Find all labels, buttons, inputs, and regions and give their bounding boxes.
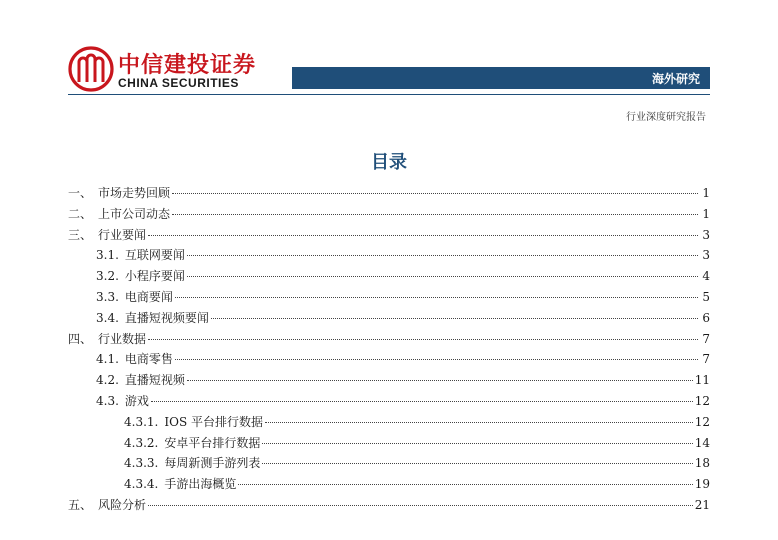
toc-entry-label: IOS 平台排行数据 bbox=[164, 414, 263, 429]
toc-entry-label: 直播短视频 bbox=[124, 373, 185, 388]
toc-entry[interactable] bbox=[68, 204, 710, 225]
toc-leader-dots bbox=[151, 401, 693, 402]
toc-entry-page: 18 bbox=[694, 456, 710, 471]
toc-entry[interactable] bbox=[68, 495, 710, 516]
toc-entry-page: 1 bbox=[702, 186, 710, 200]
toc-title: 目录 bbox=[371, 152, 407, 173]
toc-leader-dots bbox=[172, 214, 698, 215]
toc-entry-label: 行业要闻 bbox=[98, 227, 147, 242]
toc-leader-dots bbox=[175, 297, 698, 298]
toc-entry-number: 4.3.1. bbox=[124, 414, 159, 429]
toc-entry-label: 上市公司动态 bbox=[98, 206, 171, 221]
toc-entry-label: 每周新测手游列表 bbox=[164, 456, 261, 471]
toc-entry[interactable] bbox=[68, 308, 710, 329]
toc-entry[interactable] bbox=[68, 453, 710, 474]
toc-entry[interactable] bbox=[68, 412, 710, 433]
toc-entry-number: 4.2. bbox=[96, 373, 119, 388]
toc-entry-label: 游戏 bbox=[124, 393, 149, 408]
toc-entry-page: 3 bbox=[702, 227, 710, 242]
toc-entry-number: 一、 bbox=[68, 186, 93, 200]
toc-entry[interactable] bbox=[68, 287, 710, 308]
toc-entry-number: 二、 bbox=[68, 206, 93, 221]
toc-entry-number: 4.1. bbox=[96, 352, 119, 367]
toc-entry-number: 4.3.3. bbox=[124, 456, 159, 471]
china-securities-logo-icon bbox=[68, 46, 114, 92]
toc-entry-page: 14 bbox=[694, 435, 710, 450]
section-banner bbox=[292, 67, 710, 89]
toc-entry-label: 直播短视频要闻 bbox=[124, 310, 209, 325]
toc-entry[interactable] bbox=[68, 266, 710, 287]
toc-entry-label: 市场走势回顾 bbox=[98, 186, 171, 200]
toc-leader-dots bbox=[187, 276, 698, 277]
toc-entry-number: 三、 bbox=[68, 227, 93, 242]
toc-entry[interactable] bbox=[68, 391, 710, 412]
toc-entry-number: 4.3. bbox=[96, 393, 119, 408]
toc-leader-dots bbox=[148, 235, 698, 236]
toc-entry[interactable] bbox=[68, 474, 710, 495]
toc-entry[interactable] bbox=[68, 183, 710, 204]
toc-entry-number: 四、 bbox=[68, 331, 93, 346]
toc-leader-dots bbox=[265, 422, 693, 423]
toc-entry-label: 手游出海概览 bbox=[164, 477, 237, 492]
toc-leader-dots bbox=[187, 380, 693, 381]
toc-entry-page: 3 bbox=[702, 248, 710, 263]
toc-entry-number: 3.3. bbox=[96, 289, 119, 304]
toc-entry-number: 3.2. bbox=[96, 269, 119, 284]
toc-leader-dots bbox=[187, 255, 698, 256]
toc-entry-page: 7 bbox=[702, 331, 710, 346]
toc-entry-number: 3.4. bbox=[96, 310, 119, 325]
toc-entry[interactable] bbox=[68, 349, 710, 370]
toc-entry-page: 1 bbox=[702, 206, 710, 221]
header-divider bbox=[68, 94, 710, 95]
toc-entry-page: 12 bbox=[694, 414, 710, 429]
toc-leader-dots bbox=[148, 339, 698, 340]
toc-entry-label: 小程序要闻 bbox=[124, 269, 185, 284]
report-type: 行业深度研究报告 bbox=[626, 112, 706, 123]
toc-entry-number: 4.3.2. bbox=[124, 435, 159, 450]
toc-entry-page: 7 bbox=[702, 352, 710, 367]
toc-entry-number: 3.1. bbox=[96, 248, 119, 263]
toc-leader-dots bbox=[262, 463, 692, 464]
toc-leader-dots bbox=[211, 318, 698, 319]
toc-entry[interactable] bbox=[68, 225, 710, 246]
toc-entry[interactable] bbox=[68, 433, 710, 454]
toc-entry-page: 21 bbox=[694, 497, 710, 512]
toc-entry[interactable] bbox=[68, 245, 710, 266]
toc-entry-page: 4 bbox=[702, 269, 710, 284]
table-of-contents bbox=[68, 183, 710, 516]
toc-leader-dots bbox=[238, 484, 692, 485]
toc-entry-page: 11 bbox=[694, 373, 710, 388]
toc-entry-page: 5 bbox=[702, 289, 710, 304]
toc-entry-label: 互联网要闻 bbox=[124, 248, 185, 263]
toc-entry-label: 风险分析 bbox=[98, 497, 147, 512]
toc-entry-label: 电商零售 bbox=[124, 352, 173, 367]
section-label: 海外研究 bbox=[651, 72, 700, 86]
toc-leader-dots bbox=[175, 359, 698, 360]
logo-chinese-text: 中信建投证券 bbox=[118, 53, 257, 78]
toc-leader-dots bbox=[262, 443, 692, 444]
toc-entry-page: 19 bbox=[694, 477, 710, 492]
toc-entry-label: 电商要闻 bbox=[124, 289, 173, 304]
toc-entry[interactable] bbox=[68, 329, 710, 350]
toc-leader-dots bbox=[172, 193, 698, 194]
toc-entry-page: 12 bbox=[694, 393, 710, 408]
toc-entry-label: 行业数据 bbox=[98, 331, 147, 346]
toc-entry-label: 安卓平台排行数据 bbox=[164, 435, 261, 450]
toc-leader-dots bbox=[148, 505, 693, 506]
logo-english-text: CHINA SECURITIES bbox=[118, 76, 239, 90]
toc-entry-number: 4.3.4. bbox=[124, 477, 159, 492]
toc-entry[interactable] bbox=[68, 370, 710, 391]
page-header bbox=[0, 0, 778, 100]
toc-entry-number: 五、 bbox=[68, 497, 93, 512]
toc-entry-page: 6 bbox=[702, 310, 710, 325]
